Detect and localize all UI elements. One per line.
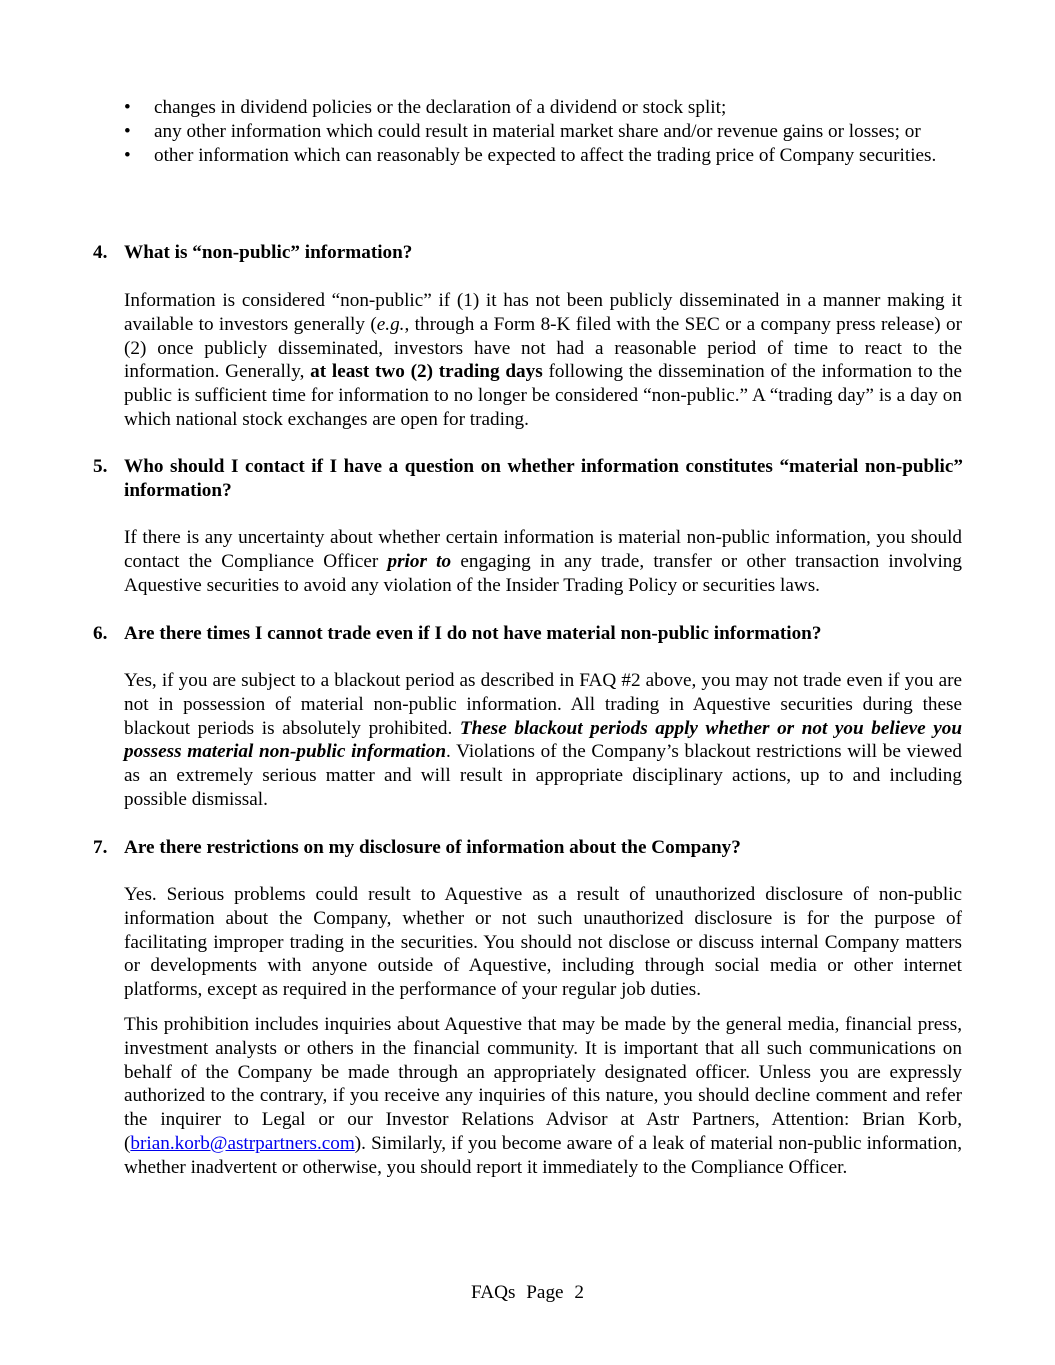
- faq-answer-6: Yes, if you are subject to a blackout period as described in FAQ #2 above, you may not trade even if you are not in possession of material non-public information. All trading in Aquestive securities during these blackout periods is absolutely prohibited. These blackout periods apply whether or not you believe you possess material non-public information. Violations of the Company’s blackout restrictions will be viewed as an extremely serious matter and will result in appropriate disciplinary actions, up to and including possible dismissal.: [124, 670, 962, 810]
- bullet-item: • other information which can reasonably be expected to affect the trading price of Company securities.: [124, 144, 937, 166]
- faq-answer-4: Information is considered “non-public” if (1) it has not been publicly disseminated in a manner making it available to investors generally (e.g., through a Form 8-K filed with the SEC or a company press release) or (2) once publicly disseminated, investors have not had a reasonable period of time to react to the information. Generally, at least two (2) trading days following the dissemination of the information to the public is sufficient time for information to no longer be considered “non-public.” A “trading day” is a day on which national stock exchanges are open for trading.: [124, 290, 962, 430]
- page-footer: FAQs Page 2: [471, 1282, 584, 1303]
- bullet-icon: •: [124, 97, 131, 118]
- faq-number: 4.: [93, 242, 108, 263]
- faq-number: 6.: [93, 623, 108, 644]
- bullet-item: • changes in dividend policies or the declaration of a dividend or stock split;: [124, 97, 727, 118]
- faq-question: Are there times I cannot trade even if I do not have material non-public information?: [124, 623, 822, 644]
- faq-heading-5: [93, 455, 963, 503]
- faq-heading-7: [93, 836, 963, 860]
- faq-answer-7-paragraph-2: This prohibition includes inquiries about Aquestive that may be made by the general media, financial press, investment analysts or others in the financial community. It is important that all such communications on behalf of the Company be made through an appropriately designated officer. Unless you are expressly authorized to the contrary, if you receive any inquiries of this nature, you should decline comment and refer the inquirer to Legal or our Investor Relations Advisor at Astr Partners, Attention: Brian Korb, (brian.korb@astrpartners.com). Similarly, if you become aware of a leak of material non-public information, whether inadvertent or otherwise, you should report it immediately to the Compliance Officer.: [124, 1014, 962, 1178]
- faq-question: What is “non-public” information?: [124, 242, 413, 263]
- email-link[interactable]: brian.korb@astrpartners.com: [130, 1132, 355, 1154]
- faq-answer-7-paragraph-1: Yes. Serious problems could result to Aquestive as a result of unauthorized disclosure of non-public information about the Company, whether or not such unauthorized disclosure is for the purpose of facilitating improper trading in the securities. You should not disclose or discuss internal Company matters or developments with anyone outside of Aquestive, including through social media or other internet platforms, except as required in the performance of your regular job duties.: [124, 884, 962, 1001]
- faq-question: Are there restrictions on my disclosure of information about the Company?: [124, 837, 741, 858]
- bullet-item: • any other information which could result in material market share and/or revenue gains or losses; or: [124, 120, 921, 142]
- faq-answer-5: If there is any uncertainty about whether certain information is material non-public information, you should contact the Compliance Officer prior to engaging in any trade, transfer or other transaction involving Aquestive securities to avoid any violation of the Insider Trading Policy or securities laws.: [124, 527, 962, 596]
- material-info-bullet-list: [124, 96, 962, 167]
- faq-number: 7.: [93, 837, 108, 858]
- bullet-icon: •: [124, 120, 131, 142]
- faq-question: Who should I contact if I have a question on whether information constitutes “material non-public” information?: [124, 456, 963, 501]
- faq-number: 5.: [93, 456, 108, 477]
- faq-heading-6: [93, 622, 963, 646]
- bullet-icon: •: [124, 144, 131, 166]
- faq-heading-4: [93, 241, 963, 265]
